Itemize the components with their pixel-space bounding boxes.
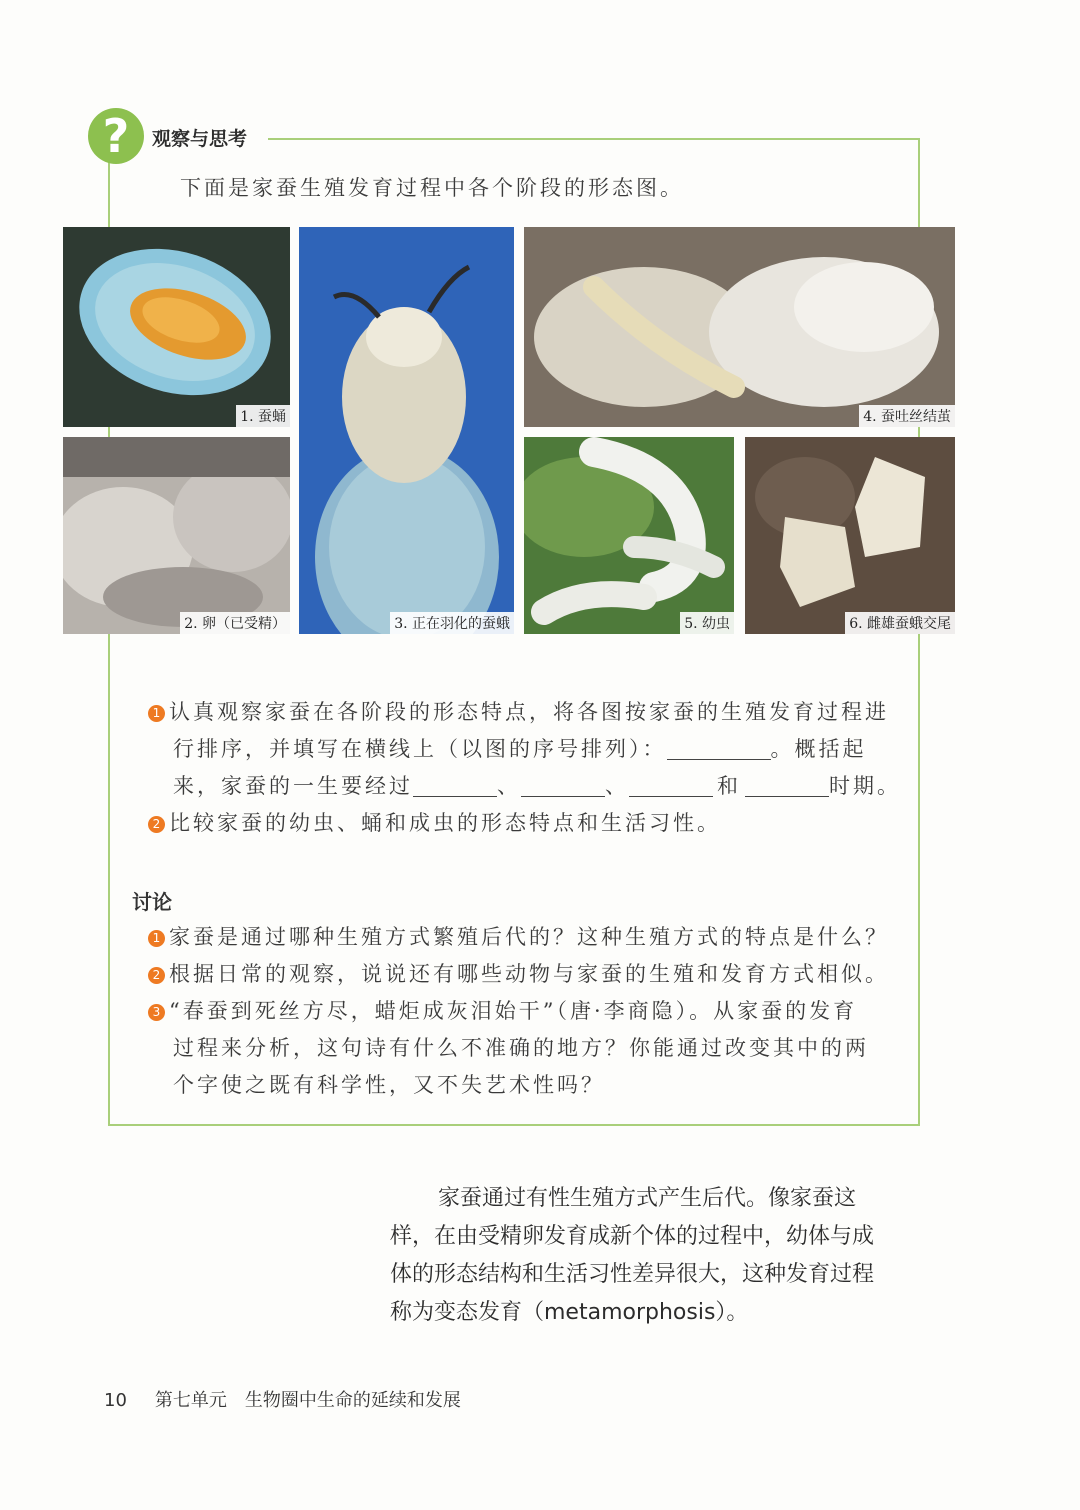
paragraph-line: 称为变态发育（metamorphosis）。 (390, 1300, 749, 1325)
section-title: 观察与思考 (152, 128, 248, 150)
discussion-title: 讨论 (132, 890, 172, 914)
number-badge: 2 (148, 967, 165, 984)
cocoons-photo (524, 227, 955, 427)
number-badge: 3 (148, 1004, 165, 1021)
answer-blank-order[interactable] (667, 737, 771, 760)
unit-title: 第七单元 生物圈中生命的延续和发展 (154, 1390, 461, 1411)
paragraph-line: 样，在由受精卵发育成新个体的过程中，幼体与成 (390, 1224, 875, 1249)
question-mark-icon: ? (88, 108, 144, 164)
observe-question-1 (148, 694, 908, 842)
discussion-text: 家蚕是通过哪种生殖方式繁殖后代的？这种生殖方式的特点是什么？ (169, 925, 889, 949)
frame-bottom-line (108, 1124, 920, 1126)
figure-emerging-moth (299, 227, 514, 634)
number-badge: 1 (148, 705, 165, 722)
paragraph-line: 体的形态结构和生活习性差异很大，这种发育过程 (390, 1262, 875, 1287)
discussion-item (148, 919, 908, 956)
question-text: 比较家蚕的幼虫、蛹和成虫的形态特点和生活习性。 (169, 811, 721, 835)
paragraph-line: 家蚕通过有性生殖方式产生后代。像家蚕这 (438, 1186, 857, 1211)
figure-cocoons (524, 227, 955, 427)
conjunction: 和 (717, 774, 741, 798)
question-text: 行排序，并填写在横线上（以图的序号排列）： (173, 737, 667, 761)
figure-caption: 2. 卵（已受精） (180, 612, 290, 634)
figure-caption: 6. 雌雄蚕蛾交尾 (845, 612, 955, 634)
figure-caption: 1. 蚕蛹 (236, 405, 290, 427)
answer-blank-stage-4[interactable] (745, 774, 829, 797)
intro-text: 下面是家蚕生殖发育过程中各个阶段的形态图。 (180, 176, 684, 200)
discussion-text: 个字使之既有科学性，又不失艺术性吗？ (173, 1073, 605, 1097)
emerging-moth-photo (299, 227, 514, 634)
separator: 、 (497, 774, 521, 798)
frame-top-line (268, 138, 920, 140)
number-badge: 2 (148, 816, 165, 833)
separator: 、 (605, 774, 629, 798)
figure-pupa (63, 227, 290, 427)
body-paragraph (390, 1180, 930, 1332)
question-text: 。概括起 (770, 737, 867, 761)
question-text: 时期。 (829, 774, 901, 798)
page-number: 10 (104, 1390, 127, 1411)
answer-blank-stage-2[interactable] (521, 774, 605, 797)
discussion-item (148, 993, 908, 1030)
mating-moths-photo (745, 437, 955, 634)
figure-larvae (524, 437, 734, 634)
discussion-list (148, 919, 908, 1104)
discussion-text: 过程来分析，这句诗有什么不准确的地方？你能通过改变其中的两 (173, 1036, 869, 1060)
discussion-item (148, 956, 908, 993)
figure-caption: 3. 正在羽化的蚕蛾 (390, 612, 514, 634)
figure-mating-moths (745, 437, 955, 634)
discussion-text: “春蚕到死丝方尽，蜡炬成灰泪始干”（唐·李商隐）。从家蚕的发育 (169, 999, 858, 1023)
question-text: 认真观察家蚕在各阶段的形态特点，将各图按家蚕的生殖发育过程进 (169, 700, 889, 724)
question-text: 来，家蚕的一生要经过 (173, 774, 413, 798)
larvae-photo (524, 437, 734, 634)
figure-caption: 5. 幼虫 (680, 612, 734, 634)
page-footer (104, 1386, 461, 1412)
pupa-photo (63, 227, 290, 427)
figure-caption: 4. 蚕吐丝结茧 (859, 405, 955, 427)
answer-blank-stage-1[interactable] (413, 774, 497, 797)
answer-blank-stage-3[interactable] (629, 774, 713, 797)
eggs-photo (63, 437, 290, 634)
discussion-text: 根据日常的观察，说说还有哪些动物与家蚕的生殖和发育方式相似。 (169, 962, 889, 986)
figure-eggs (63, 437, 290, 634)
number-badge: 1 (148, 930, 165, 947)
